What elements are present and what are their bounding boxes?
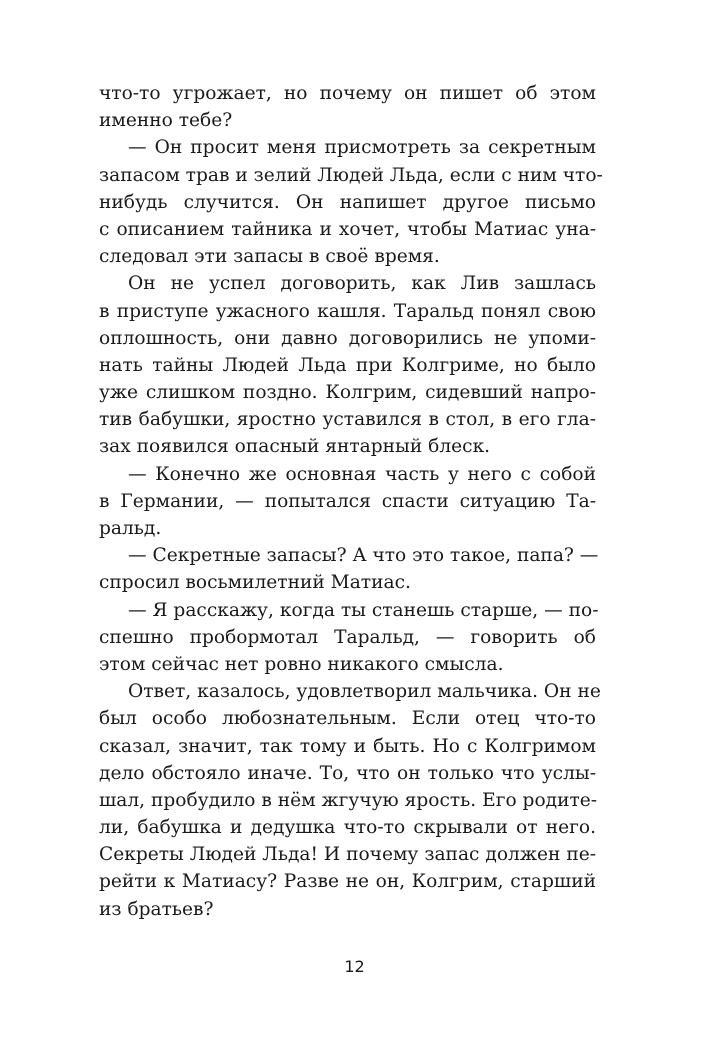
text-line: — Я расскажу, когда ты станешь старше, — по- — [128, 599, 599, 621]
text-line: спешно пробормотал Таральд, — говорить об — [99, 626, 596, 648]
text-line: тив бабушки, яростно уставился в стол, в его гла- — [99, 409, 596, 431]
text-line: этом сейчас нет ровно никакого смысла. — [99, 653, 504, 675]
text-line: — Он просит меня присмотреть за секретным — [128, 137, 596, 159]
text-line: был особо любознательным. Если отец что-то — [99, 708, 596, 730]
text-line: ральд. — [99, 518, 162, 539]
text-line: нибудь случится. Он напишет другое письмо — [99, 191, 596, 213]
text-line: из братьев? — [99, 898, 214, 920]
text-line: ли, бабушка и дедушка что-то скрывали от него. — [99, 817, 596, 839]
text-line: Ответ, казалось, удовлетворил мальчика. Он не — [128, 681, 601, 703]
text-line: оплошность, они давно договорились не упоми- — [99, 327, 596, 349]
text-line: нать тайны Людей Льда при Колгриме, но было — [99, 354, 596, 376]
text-line: — Конечно же основная часть у него с собой — [128, 463, 596, 485]
text-line: с описанием тайника и хочет, чтобы Матиас уна- — [99, 218, 596, 240]
text-line: Он не успел договорить, как Лив зашлась — [128, 273, 596, 295]
text-line: рейти к Матиасу? Разве не он, Колгрим, старший — [99, 871, 596, 893]
text-line: дело обстояло иначе. То, что он только что услы- — [99, 762, 596, 784]
text-line: спросил восьмилетний Матиас. — [99, 572, 411, 594]
text-line: Секреты Людей Льда! И почему запас должен пе- — [99, 844, 596, 866]
text-line: сказал, значит, так тому и быть. Но с Колгримом — [99, 735, 596, 757]
text-line: шал, пробудило в нём жгучую ярость. Его родите- — [99, 789, 598, 811]
body-text — [99, 80, 603, 923]
text-line: в Германии, — попытался спасти ситуацию Та- — [99, 490, 596, 512]
text-line: уже слишком поздно. Колгрим, сидевший напро- — [99, 382, 596, 404]
text-line: — Секретные запасы? А что это такое, папа? — — [128, 545, 599, 567]
text-line: следовал эти запасы в своё время. — [99, 246, 440, 268]
text-line: что-то угрожает, но почему он пишет об этом — [99, 83, 596, 104]
text-line: запасом трав и зелий Людей Льда, если с ним что- — [99, 164, 603, 186]
text-line: в приступе ужасного кашля. Таральд понял свою — [99, 300, 596, 322]
text-line: именно тебе? — [99, 110, 233, 132]
text-line: зах появился опасный янтарный блеск. — [99, 436, 491, 458]
page-number: 12 — [344, 957, 365, 976]
